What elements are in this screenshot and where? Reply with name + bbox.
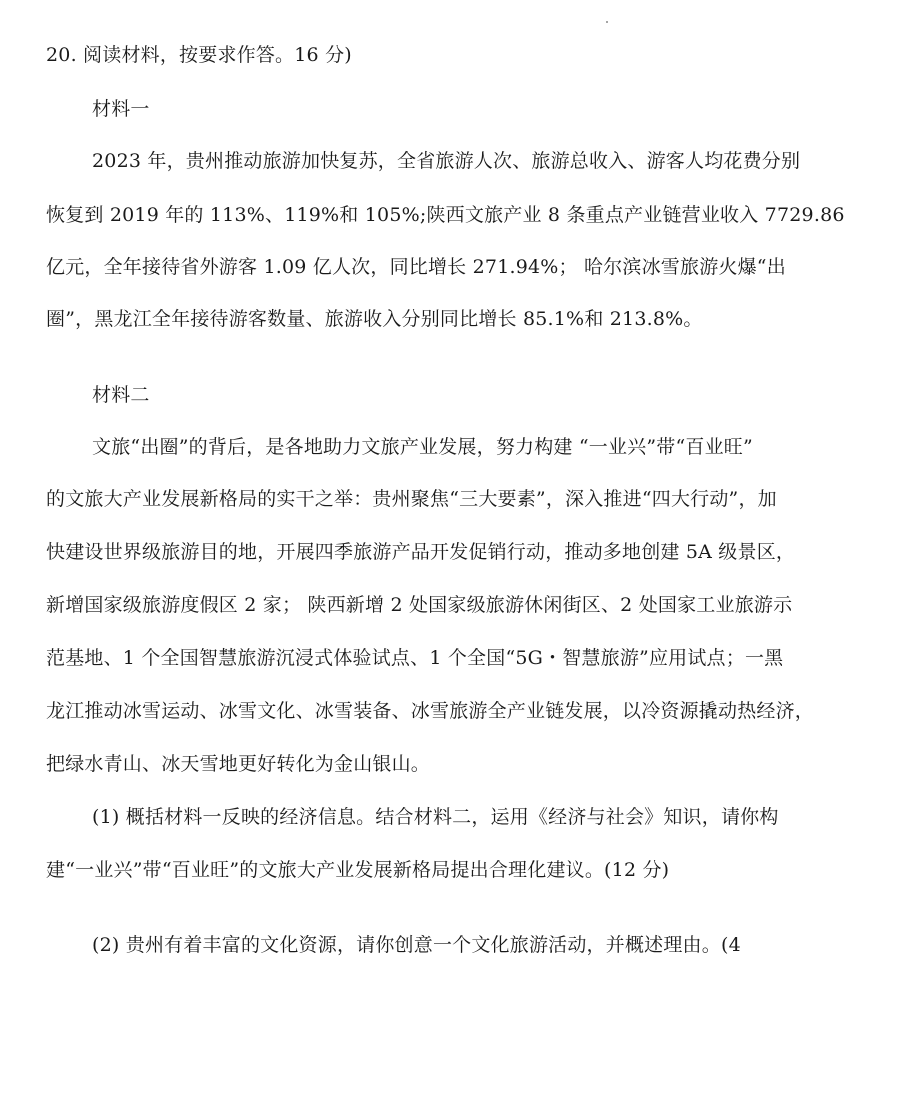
material2-line: 快建设世界级旅游目的地，开展四季旅游产品开发促销行动，推动多地创建 5A 级景区， <box>46 541 796 563</box>
material2-line: 龙江推动冰雪运动、冰雪文化、冰雪装备、冰雪旅游全产业链发展，以冷资源撬动热经济， <box>46 700 815 722</box>
material1-line: 圈”，黑龙江全年接待游客数量、旅游收入分别同比增长 85.1%和 213.8%。 <box>46 308 703 330</box>
material1-title: 材料一 <box>92 98 150 120</box>
material2-line: 把绿水青山、冰天雪地更好转化为金山银山。 <box>46 753 431 775</box>
material1-line: 2023 年，贵州推动旅游加快复苏，全省旅游人次、旅游总收入、游客人均花费分别 <box>92 150 801 172</box>
material2-line: 文旅“出圈”的背后，是各地助力文旅产业发展，努力构建 “一业兴”带“百业旺” <box>92 436 753 458</box>
subquestion-1-line: (1) 概括材料一反映的经济信息。结合材料二，运用《经济与社会》知识，请你构 <box>92 806 779 828</box>
material2-line: 新增国家级旅游度假区 2 家； 陕西新增 2 处国家级旅游休闲街区、2 处国家工业旅游示 <box>46 594 793 616</box>
material2-line: 的文旅大产业发展新格局的实干之举：贵州聚焦“三大要素”，深入推进“四大行动”，加 <box>46 488 777 510</box>
material1-line: 恢复到 2019 年的 113%、119%和 105%;陕西文旅产业 8 条重点产业链营业收入 7729.86 <box>46 204 845 226</box>
subquestion-1-line: 建“一业兴”带“百业旺”的文旅大产业发展新格局提出合理化建议。(12 分) <box>46 859 670 881</box>
question-header: 20. 阅读材料，按要求作答。16 分) <box>46 44 352 66</box>
material2-title: 材料二 <box>92 384 150 406</box>
subquestion-2-line: (2) 贵州有着丰富的文化资源，请你创意一个文化旅游活动，并概述理由。(4 <box>92 934 741 956</box>
material2-line: 范基地、1 个全国智慧旅游沉浸式体验试点、1 个全国“5G・智慧旅游”应用试点；一黑 <box>46 647 784 669</box>
material1-line: 亿元，全年接待省外游客 1.09 亿人次，同比增长 271.94%； 哈尔滨冰雪旅游火爆“出 <box>46 256 786 278</box>
scan-speck <box>606 21 608 23</box>
